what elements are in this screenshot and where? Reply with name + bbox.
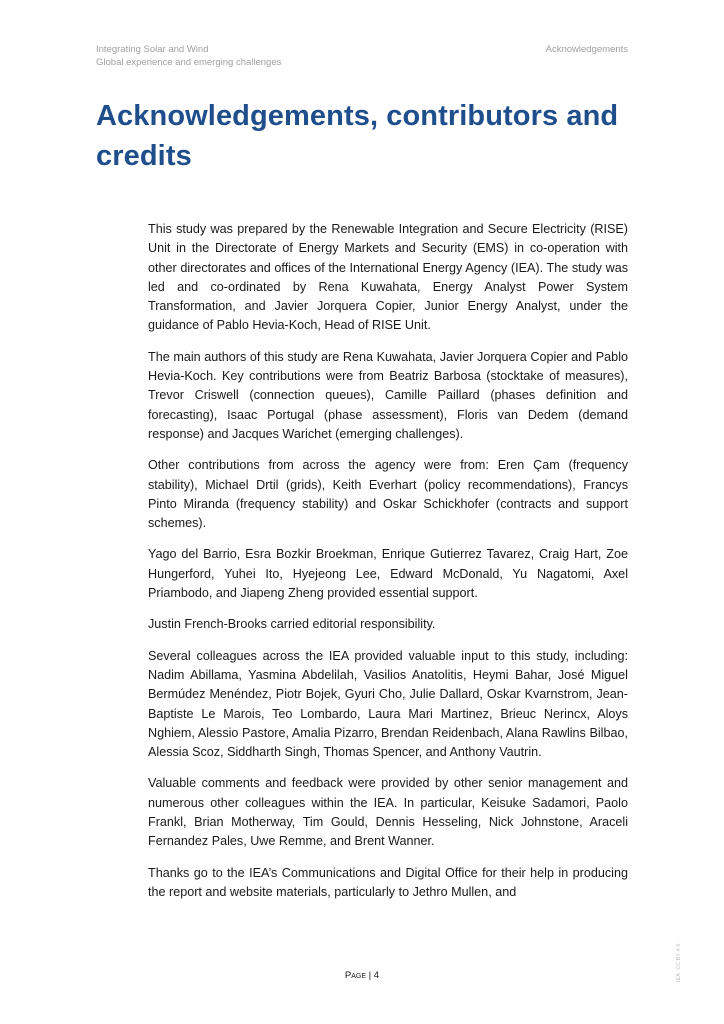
page-number <box>0 970 724 981</box>
report-subtitle: Global experience and emerging challenges <box>96 57 282 68</box>
paragraph: Thanks go to the IEA’s Communications and Digital Office for their help in producing the report and website materials, particularly to Jethro Mullen, and <box>148 865 628 899</box>
page-title: Acknowledgements, contributors and credits <box>96 100 619 172</box>
paragraph: Yago del Barrio, Esra Bozkir Broekman, Enrique Gutierrez Tavarez, Craig Hart, Zoe Hungerford, Yuhei Ito, Hyejeong Lee, Edward McDonald, Yu Nagatomi, Axel Priambodo, and Jiapeng Zheng provided essential support. <box>148 547 628 601</box>
body-text <box>148 220 628 914</box>
page-number-value: 4 <box>373 970 380 981</box>
paragraph: Justin French-Brooks carried editorial responsibility. <box>148 617 436 632</box>
paragraph: Valuable comments and feedback were provided by other senior management and numerous other colleagues within the IEA. In particular, Keisuke Sadamori, Paolo Frankl, Brian Motherway, Tim Gould, Dennis Hesseling, Nick Johnstone, Araceli Fernandez Pales, Uwe Remme, and Brent Wanner. <box>148 776 628 849</box>
license-note: IEA. CC BY 4.0. <box>676 941 682 982</box>
paragraph: Other contributions from across the agency were from: Eren Çam (frequency stability), Michael Drtil (grids), Keith Everhart (policy recommendations), Francys Pinto Miranda (frequency stability) and Oskar Schickhofer (contracts and support schemes). <box>148 458 628 531</box>
paragraph: This study was prepared by the Renewable Integration and Secure Electricity (RISE) Unit in the Directorate of Energy Markets and Security (EMS) in co-operation with other directorates and offices of the International Energy Agency (IEA). The study was led and co-ordinated by Rena Kuwahata, Energy Analyst Power System Transformation, and Javier Jorquera Copier, Junior Energy Analyst, under the guidance of Pablo Hevia-Koch, Head of RISE Unit. <box>148 222 628 333</box>
page-separator: | <box>366 970 374 981</box>
section-header: Acknowledgements <box>545 44 628 55</box>
paragraph: The main authors of this study are Rena Kuwahata, Javier Jorquera Copier and Pablo Hevia-Koch. Key contributions were from Beatriz Barbosa (stocktake of measures), Trevor Criswell (connection queues), Camille Paillard (phases definition and forecasting), Isaac Portugal (phase assessment), Floris van Dedem (demand response) and Jacques Warichet (emerging challenges). <box>148 349 628 441</box>
running-header <box>96 43 281 69</box>
page-label: Page <box>344 970 367 981</box>
report-title: Integrating Solar and Wind <box>96 44 209 55</box>
paragraph: Several colleagues across the IEA provided valuable input to this study, including: Nadim Abillama, Yasmina Abdelilah, Vasilios Anatolitis, Heymi Bahar, José Miguel Bermúdez Menéndez, Piotr Bojek, Gyuri Cho, Julie Dallard, Oskar Kvarnstrom, Jean-Baptiste Le Marois, Teo Lombardo, Laura Mari Martinez, Brieuc Nerincx, Aloys Nghiem, Alessio Pastore, Amalia Pizarro, Brendan Reidenbach, Alana Rawlins Bilbao, Alessia Scoz, Siddharth Singh, Thomas Spencer, and Anthony Vautrin. <box>148 648 628 760</box>
